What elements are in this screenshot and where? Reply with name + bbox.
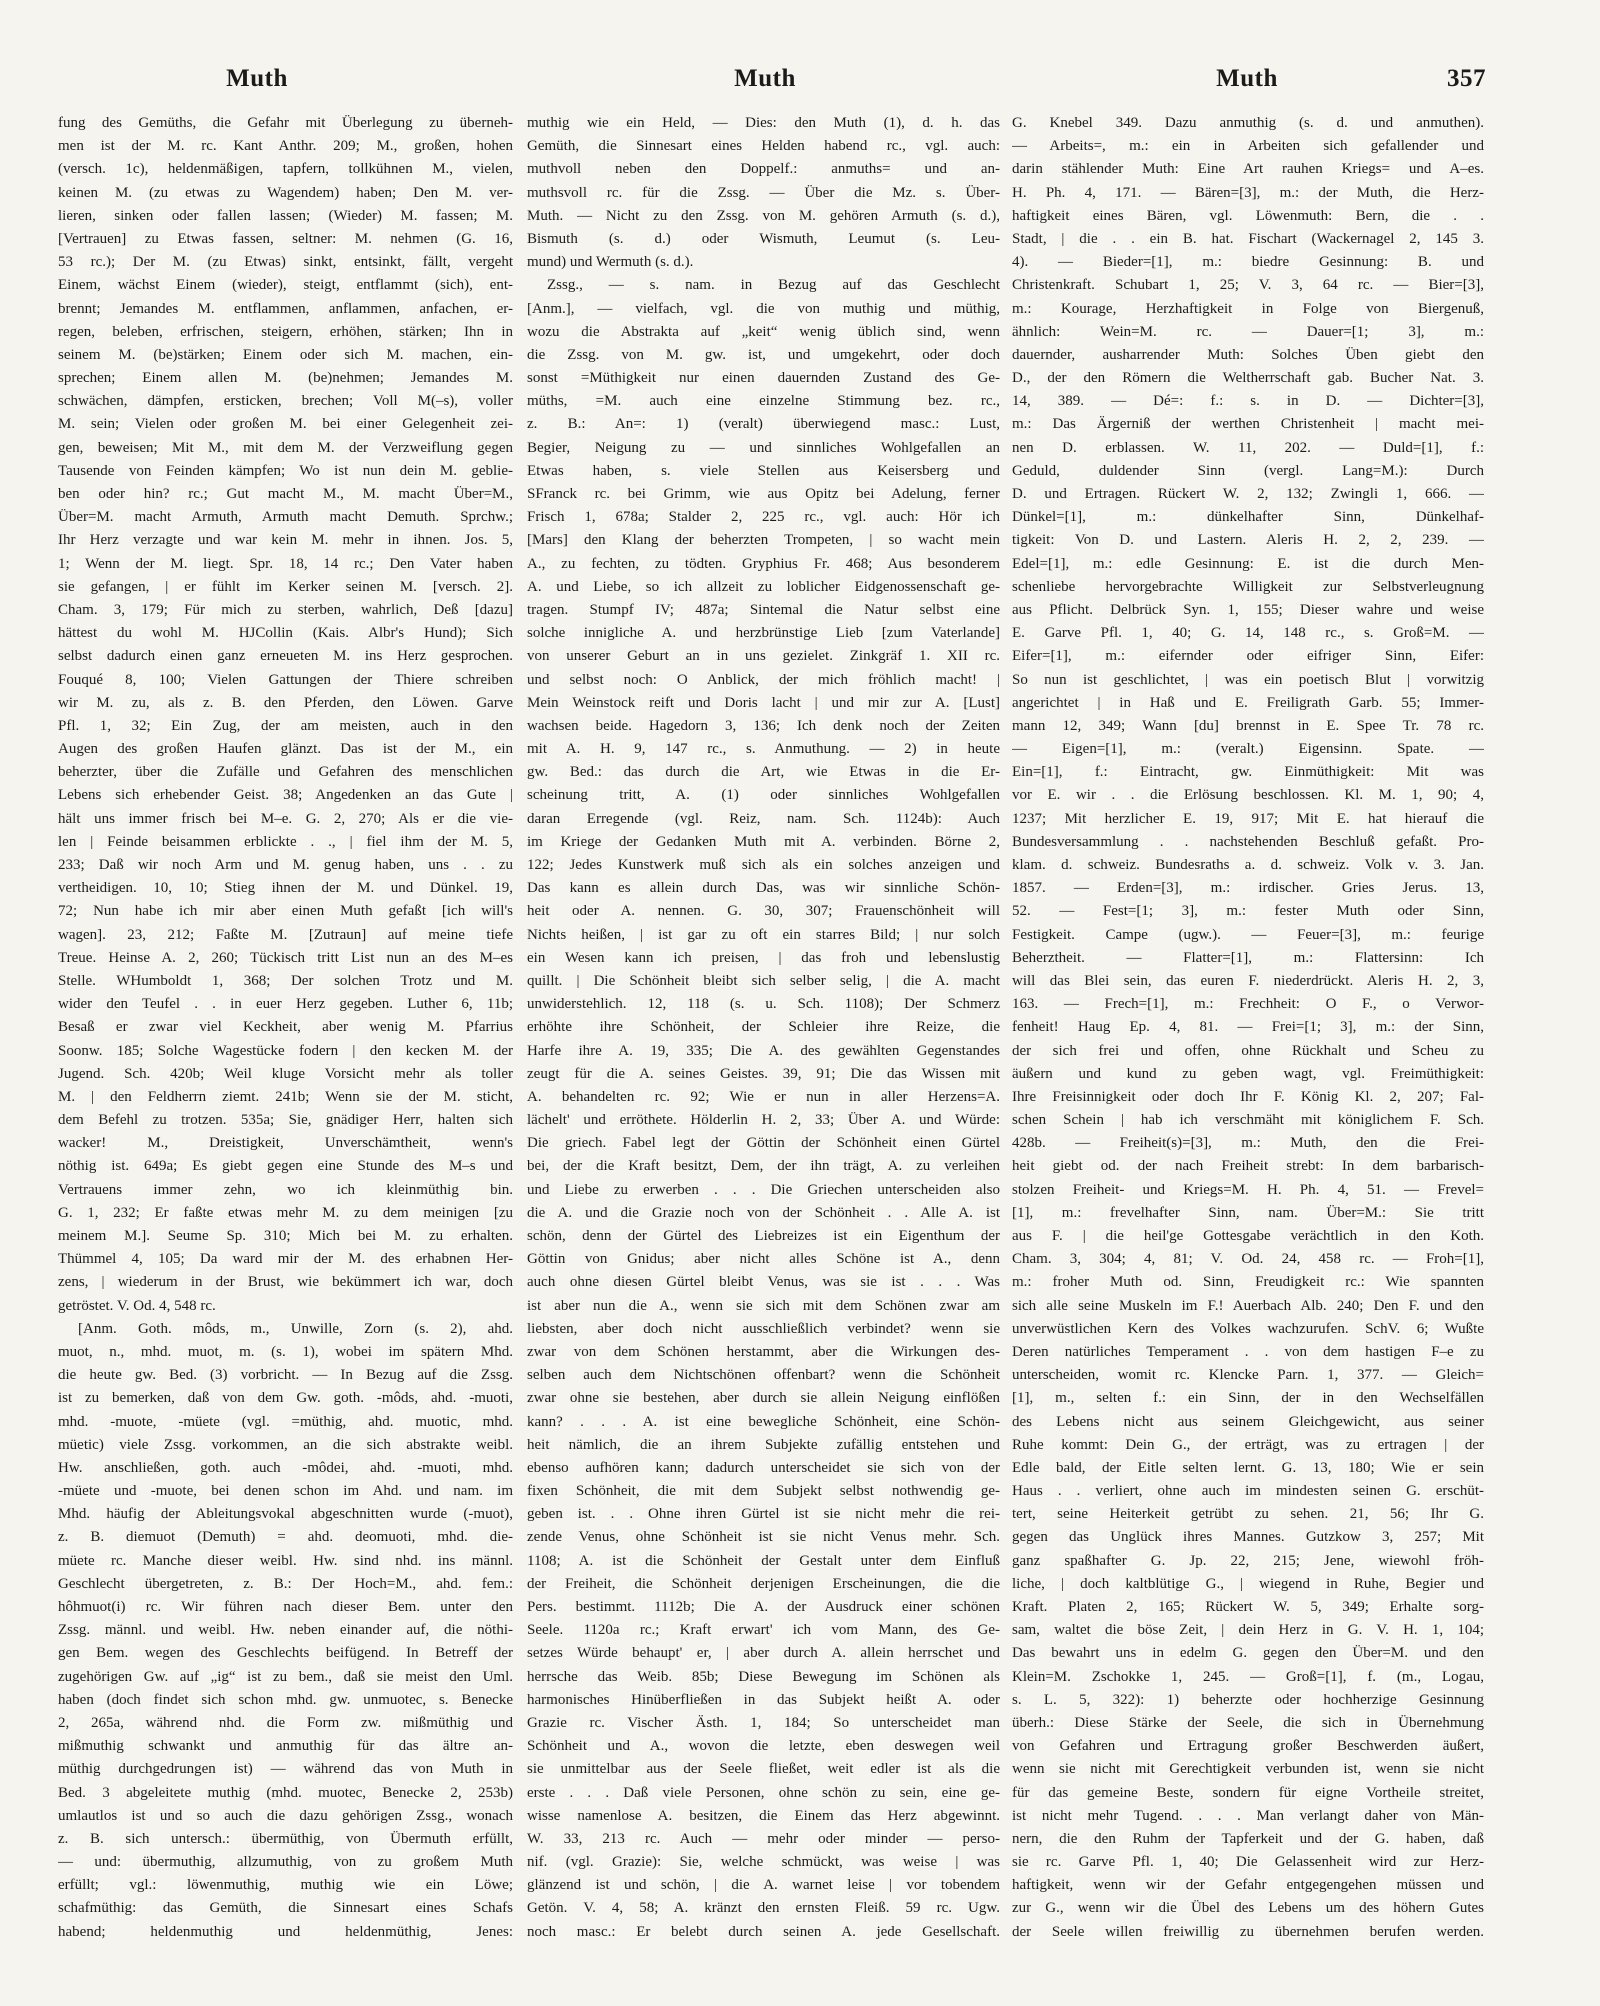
text-line: Jugend. Sch. 420b; Weil kluge Vorsicht mehr als toller	[58, 1065, 513, 1082]
text-line: Bismuth (s. d.) oder Wismuth, Leumut (s. Leu-	[527, 230, 1000, 247]
text-line: dauernder, ausharrender Muth: Solches Üben giebt den	[1012, 346, 1484, 363]
text-line: Einem, wächst Einem (wieder), steigt, entflammt (sich), ent-	[58, 277, 513, 294]
text-line: brennt; Jemandes M. entflammen, anflammen, anfachen, er-	[58, 300, 513, 317]
text-line: ein Wesen kann ich preisen, | das froh und lebenslustig	[527, 949, 1000, 966]
text-line: darin stählender Muth: Eine Art rauhen Kriegs= und A–es.	[1012, 161, 1484, 178]
text-line: Mein Weinstock reift und Doris lacht | und mir zur A. [Lust]	[527, 694, 1000, 711]
text-line: müths, =M. auch eine einzelne Stimmung bez. rc.,	[527, 393, 1000, 410]
text-line: — und: übermuthig, allzumuthig, von zu großem Muth	[58, 1854, 513, 1871]
text-line: von unserer Geburt an in uns gezielet. Zinkgräf 1. XII rc.	[527, 648, 1000, 665]
text-line: nöthig ist. 649a; Es giebt gegen eine Stunde des M–s und	[58, 1158, 513, 1175]
text-line: mißmuthig schwankt und anmuthig für das ältre an-	[58, 1738, 513, 1755]
text-line: 1857. — Erden=[3], m.: irdischer. Gries Jerus. 13,	[1012, 880, 1484, 897]
text-line: müetic) viele Zssg. vorkommen, an die sich abstrakte weibl.	[58, 1436, 513, 1453]
text-line: vertheidigen. 10, 10; Stieg ihnen der M. und Dünkel. 19,	[58, 880, 513, 897]
text-line: zwar ohne sie bestehen, aber durch sie allein Neigung einflößen	[527, 1390, 1000, 1407]
text-line: Fouqué 8, 100; Vielen Gattungen der Thiere schreiben	[58, 671, 513, 688]
text-line: mhd. -muote, -müete (vgl. =müthig, ahd. muotic, mhd.	[58, 1413, 513, 1430]
text-line: nern, die den Ruhm der Tapferkeit und der G. haben, daß	[1012, 1830, 1484, 1847]
text-line: [Anm.], — vielfach, vgl. die von muthig und müthig,	[527, 300, 1000, 317]
text-line: beherzter, über die Zufälle und Gefahren des menschlichen	[58, 764, 513, 781]
text-line: G. 1, 232; Er faßte etwas mehr M. zu dem meinigen [zu	[58, 1204, 513, 1221]
text-line: 1; Wenn der M. liegt. Spr. 18, 14 rc.; Den Vater haben	[58, 555, 513, 572]
text-line: kann? . . . A. ist eine bewegliche Schönheit, eine Schön-	[527, 1413, 1000, 1430]
text-line: Edel=[1], m.: edle Gesinnung: E. ist die durch Men-	[1012, 555, 1484, 572]
text-line: Gemüth, die Sinnesart eines Helden habend rc., vgl. auch:	[527, 138, 1000, 155]
text-line: Geschlecht übergetreten, z. B.: Der Hoch=M., ahd. fem.:	[58, 1575, 513, 1592]
text-line: harmonisches Hinüberfließen in das Subjekt heißt A. oder	[527, 1691, 1000, 1708]
text-line: schön, denn der Gürtel des Liebreizes ist ein Eigenthum der	[527, 1228, 1000, 1244]
text-line: Klein=M. Zschokke 1, 245. — Groß=[1], f. (m., Logau,	[1012, 1668, 1484, 1685]
text-line: lächelt' und erröthete. Hölderlin H. 2, 33; Über A. und Würde:	[527, 1112, 1000, 1129]
text-line: haben (doch findet sich schon mhd. gw. unmuotec, s. Benecke	[58, 1691, 513, 1708]
text-line: Stelle. WHumboldt 1, 368; Der solchen Trotz und M.	[58, 972, 513, 989]
text-line: wachsen beide. Hagedorn 3, 136; Ich denk noch der Zeiten	[527, 717, 1000, 734]
text-line: -müete und -muote, bei denen schon im Ahd. und nam. im	[58, 1483, 513, 1500]
text-line: heit giebt od. der nach Freiheit strebt: In dem barbarisch-	[1012, 1158, 1484, 1175]
text-line: regen, beleben, erfrischen, steigern, erhöhen, stärken; Ihn in	[58, 323, 513, 340]
text-line: sprechen; Einem allen M. (be)nehmen; Jemandes M.	[58, 370, 513, 387]
text-line: ähnlich: Wein=M. rc. — Dauer=[1; 3], m.:	[1012, 323, 1484, 340]
text-line: der Freiheit, die Schönheit derjenigen Erscheinungen, die die	[527, 1575, 1000, 1592]
text-line: W. 33, 213 rc. Auch — mehr oder minder — perso-	[527, 1830, 1000, 1847]
text-line: m.: froher Muth od. Sinn, Freudigkeit rc.: Wie spannten	[1012, 1274, 1484, 1291]
text-line: 4). — Bieder=[1], m.: biedre Gesinnung: B. und	[1012, 254, 1484, 271]
text-line: unverwüstlichen Kern des Volkes wachzurufen. SchV. 6; Wußte	[1012, 1320, 1484, 1337]
text-line: keinen M. (zu etwas zu Wagendem) haben; Den M. ver-	[58, 184, 513, 201]
text-line: Über=M. macht Armuth, Armuth macht Demuth. Sprchw.;	[58, 509, 513, 526]
text-line: Lebens sich erhebender Geist. 38; Angedenken an das Gute |	[58, 787, 513, 804]
text-line: hättest du wohl M. HJCollin (Kais. Albr's Hund); Sich	[58, 625, 513, 642]
text-line: Kraft. Platen 2, 165; Rückert W. 5, 349; Erhalte sorg-	[1012, 1599, 1484, 1615]
text-line: gw. Bed.: das durch die Art, wie Etwas in die Er-	[527, 764, 1000, 781]
text-line: noch masc.: Er belebt durch seinen A. jede Gesellschaft.	[527, 1923, 1000, 1940]
text-line: schafmüthig: das Gemüth, die Sinnesart eines Schafs	[58, 1900, 513, 1917]
text-line: Nichts heißen, | ist gar zu oft ein starres Bild; | nur solch	[527, 926, 1000, 943]
text-line: Bundesversammlung . . nachstehenden Beschluß gefaßt. Pro-	[1012, 833, 1484, 850]
text-line: fung des Gemüths, die Gefahr mit Überlegung zu überneh-	[58, 115, 513, 131]
text-line: 53 rc.); Der M. (zu Etwas) sinkt, entsinkt, fällt, vergeht	[58, 254, 513, 271]
text-line: A. und Liebe, so ich allzeit zu loblicher Eidgenossenschaft ge-	[527, 578, 1000, 595]
text-line: gen Bem. wegen des Geschlechts beifügend. In Betreff der	[58, 1645, 513, 1662]
text-line: Geduld, duldender Sinn (vergl. Lang=M.): Durch	[1012, 462, 1484, 479]
text-line: — Eigen=[1], m.: (veralt.) Eigensinn. Spate. —	[1012, 741, 1484, 758]
text-line: Getön. V. 4, 58; A. kränzt den ernsten Fleiß. 59 rc. Ugw.	[527, 1900, 1000, 1917]
text-line: erste . . . Daß viele Personen, ohne schön zu sein, eine ge-	[527, 1784, 1000, 1801]
text-line: wir M. zu, als z. B. den Pferden, den Löwen. Garve	[58, 694, 513, 711]
text-line: Cham. 3, 179; Für mich zu sterben, wahrlich, Deß [dazu]	[58, 601, 513, 618]
text-line: Soonw. 185; Solche Wagestücke fodern | den kecken M. der	[58, 1042, 513, 1059]
text-line: auch ohne diesen Gürtel bleibt Venus, was sie ist . . . Was	[527, 1274, 1000, 1291]
running-head-center: Muth	[734, 65, 796, 92]
text-line: gen, beweisen; Mit M., mit dem M. der Verzweiflung gegen	[58, 439, 513, 456]
text-line: [1], m.: frevelhafter Sinn, nam. Über=M.: Sie tritt	[1012, 1204, 1484, 1221]
text-line: glänzend ist und schön, | die A. warnet leise | vor tobendem	[527, 1877, 1000, 1894]
text-line: men ist der M. rc. Kant Anthr. 209; M., großen, hohen	[58, 138, 513, 155]
text-line: Dünkel=[1], m.: dünkelhafter Sinn, Dünkelhaf-	[1012, 509, 1484, 526]
text-line: heit nämlich, die an ihrem Subjekte zufällig entstehen und	[527, 1436, 1000, 1453]
text-line: vor E. wir . . die Erlösung beschlossen. Kl. M. 1, 90; 4,	[1012, 787, 1484, 804]
text-line: haftigkeit, wenn wir der Gefahr entgegengehen müssen und	[1012, 1877, 1484, 1894]
text-line: Edle bald, der Eitle selten lernt. G. 13, 180; Wie er sein	[1012, 1459, 1484, 1476]
text-line: M. sein; Vielen oder großen M. bei einer Gelegenheit zei-	[58, 416, 513, 433]
running-head-right: Muth	[1216, 65, 1278, 92]
text-line: die Zssg. von M. gw. ist, und umgekehrt, oder doch	[527, 346, 1000, 363]
text-line: überh.: Diese Stärke der Seele, die sich in Übernehmung	[1012, 1714, 1484, 1731]
text-line: fenheit! Haug Ep. 4, 81. — Frei=[1; 3], m.: der Sinn,	[1012, 1019, 1484, 1036]
text-line: stolzen Freiheit- und Kriegs=M. H. Ph. 4, 51. — Frevel=	[1012, 1181, 1484, 1198]
text-line: Hw. anschließen, goth. auch -môdei, ahd. -muoti, mhd.	[58, 1459, 513, 1476]
text-line: der Seele willen freiwillig zu übernehmen berufen werden.	[1012, 1923, 1484, 1940]
text-line: muthsvoll rc. für die Zssg. — Über die Mz. s. Über-	[527, 184, 1000, 201]
text-line: wenn sie nicht mit Gerechtigkeit verbunden ist, wenn sie nicht	[1012, 1761, 1484, 1778]
text-line: [Vertrauen] zu Etwas fassen, seltner: M. nehmen (G. 16,	[58, 230, 513, 247]
text-line: Tausende von Feinden kämpfen; Wo ist nun dein M. geblie-	[58, 462, 513, 479]
text-line: getröstet. V. Od. 4, 548 rc.	[58, 1297, 216, 1314]
text-line: Zssg., — s. nam. in Bezug auf das Geschlecht	[547, 277, 1000, 294]
text-line: Thümmel 4, 105; Da ward mir der M. des erhabnen Her-	[58, 1251, 513, 1268]
text-line: sam, waltet die böse Zeit, | dein Herz in G. V. H. 1, 104;	[1012, 1622, 1484, 1639]
text-line: ist zu bemerken, daß von dem Gw. goth. -môds, ahd. -muoti,	[58, 1390, 513, 1407]
text-line: ist aber nun die A., wenn sie sich mit dem Schönen zwar am	[527, 1297, 1000, 1314]
text-line: Vertrauens immer zehn, wo ich kleinmüthig bin.	[58, 1181, 513, 1198]
text-line: Ein=[1], f.: Eintracht, gw. Einmüthigkeit: Mit was	[1012, 764, 1484, 781]
text-line: erhöhte ihre Schönheit, der Schleier ihre Reize, die	[527, 1019, 1000, 1036]
text-line: umlautlos ist und so auch die dazu gehörigen Zssg., wonach	[58, 1807, 513, 1824]
text-line: Bed. 3 abgeleitete muthig (mhd. muotec, Benecke 2, 253b)	[58, 1784, 513, 1801]
text-line: Schönheit und A., wovon die letzte, eben deswegen weil	[527, 1738, 1000, 1755]
text-line: E. Garve Pfl. 1, 40; G. 14, 148 rc., s. Groß=M. —	[1012, 625, 1484, 642]
text-line: So nun ist geschlichtet, | was ein poetisch Blut | vorwitzig	[1012, 671, 1484, 688]
text-line: äußern und kund zu geben wagt, vgl. Freimüthigkeit:	[1012, 1065, 1484, 1082]
text-line: aus F. | die heil'ge Gottesgabe verächtlich in den Koth.	[1012, 1228, 1484, 1244]
text-line: SFranck rc. bei Grimm, wie aus Opitz bei Adelung, ferner	[527, 486, 1000, 502]
text-line: ist nicht mehr Tugend. . . . Man verlangt daher von Män-	[1012, 1807, 1484, 1824]
text-line: zur G., wenn wir die Übel des Lebens um des höhern Gutes	[1012, 1900, 1484, 1917]
text-line: 52. — Fest=[1; 3], m.: fester Muth oder Sinn,	[1012, 903, 1484, 920]
text-line: Augen des großen Haufen glänzt. Das ist der M., ein	[58, 741, 513, 758]
text-line: Besaß er zwar viel Keckheit, aber wenig M. Pfarrius	[58, 1019, 513, 1036]
text-line: die heute gw. Bed. (3) vorbricht. — In Bezug auf die Zssg.	[58, 1367, 513, 1384]
text-line: 163. — Frech=[1], m.: Frechheit: O F., o Verwor-	[1012, 996, 1484, 1013]
text-line: die A. und die Grazie noch von der Schönheit . . Alle A. ist	[527, 1204, 1000, 1221]
text-line: und Liebe zu erwerben . . . Die Griechen unterscheiden also	[527, 1181, 1000, 1198]
text-line: Haus . . verliert, ohne auch im mindesten seinen G. erschüt-	[1012, 1483, 1484, 1500]
text-line: Seele. 1120a rc.; Kraft erwart' ich vom Mann, des Ge-	[527, 1622, 1000, 1639]
text-line: Ihre Freisinnigkeit oder doch Ihr F. König Kl. 2, 207; Fal-	[1012, 1088, 1484, 1105]
text-line: Das kann es allein durch Das, was wir sinnliche Schön-	[527, 880, 1000, 897]
text-line: der sich frei und offen, ohne Rückhalt und Scheu zu	[1012, 1042, 1484, 1059]
text-line: liebsten, aber doch nicht ausschließlich verbindet? wenn sie	[527, 1320, 1000, 1337]
text-line: z. B. diemuot (Demuth) = ahd. deomuoti, mhd. die-	[58, 1529, 513, 1546]
text-line: wozu die Abstrakta auf „keit“ wenig üblich sind, wenn	[527, 323, 1000, 340]
text-line: zwar von dem Schönen herstammt, aber die Wirkungen des-	[527, 1343, 1000, 1360]
text-line: nif. (vgl. Grazie): Sie, welche schmückt, was weise | was	[527, 1854, 1000, 1871]
text-line: fixen Schönheit, die mit dem Subjekt selbst nothwendig ge-	[527, 1483, 1000, 1500]
text-line: 233; Daß wir noch Arm und M. genug haben, uns . . zu	[58, 857, 513, 873]
text-line: wider den Teufel . . in euer Herz gegeben. Luther 6, 11b;	[58, 996, 513, 1013]
text-line: s. L. 5, 322): 1) beherzte oder hochherzige Gesinnung	[1012, 1691, 1484, 1708]
text-line: [Mars] den Klang der beherzten Trompeten, | so wacht mein	[527, 532, 1000, 549]
text-line: schwächen, dämpfen, ersticken, brechen; Voll M(–s), voller	[58, 393, 513, 410]
text-line: selben auch dem Nichtschönen offenbart? wenn die Schönheit	[527, 1367, 1000, 1384]
text-line: klam. d. schweiz. Bundesraths a. d. schweiz. Volk v. 3. Jan.	[1012, 857, 1484, 873]
text-line: erfüllt; vgl.: löwenmuthig, muthig wie ein Löwe;	[58, 1877, 513, 1894]
text-line: Deren natürliches Temperament . . von dem hastigen F–e zu	[1012, 1343, 1484, 1360]
column-left	[58, 112, 513, 1944]
text-line: für das gemeine Beste, sondern für eigne Vortheile streitet,	[1012, 1784, 1484, 1801]
text-line: 122; Jedes Kunstwerk muß sich als ein solches anzeigen und	[527, 857, 1000, 873]
text-line: Frisch 1, 678a; Stalder 2, 225 rc., vgl. auch: Hör ich	[527, 509, 1000, 526]
text-line: Muth. — Nicht zu den Zssg. von M. gehören Armuth (s. d.),	[527, 207, 1000, 224]
text-line: 14, 389. — Dé=: f.: s. in D. — Dichter=[3],	[1012, 393, 1484, 410]
text-line: Grazie rc. Vischer Ästh. 1, 184; So unterscheidet man	[527, 1714, 1000, 1731]
text-line: sie gefangen, | er fühlt im Kerker seinen M. [versch. 2].	[58, 578, 513, 595]
column-middle	[527, 112, 1000, 1944]
text-line: des Lebens nicht aus seinem Gleichgewicht, aus seiner	[1012, 1413, 1484, 1430]
text-line: Pfl. 1, 32; Ein Zug, der am meisten, auch in den	[58, 717, 513, 734]
text-line: bei, der die Kraft besitzt, Dem, der ihn trägt, A. zu verleihen	[527, 1158, 1000, 1175]
text-line: mund) und Wermuth (s. d.).	[527, 254, 694, 271]
text-line: Etwas haben, s. viele Stellen aus Keisersberg und	[527, 462, 1000, 479]
column-right	[1012, 112, 1484, 1944]
text-line: 2, 265a, während nhd. die Form zw. mißmüthig und	[58, 1714, 513, 1731]
text-line: müthig durchgedrungen ist) — während das von Muth in	[58, 1761, 513, 1778]
text-line: liche, | doch kaltblütige G., | wiegend in Ruhe, Begier und	[1012, 1575, 1484, 1592]
text-line: Ihr Herz verzagte und war kein M. mehr in ihnen. Jos. 5,	[58, 532, 513, 549]
text-line: scheinung tritt, A. (1) oder sinnliches Wohlgefallen	[527, 787, 1000, 804]
text-line: müete rc. Manche dieser weibl. Hw. sind nhd. ins männl.	[58, 1552, 513, 1569]
text-line: lieren, sinken oder fallen lassen; (Wieder) M. fassen; M.	[58, 207, 513, 224]
text-line: Beherztheit. — Flatter=[1], m.: Flattersinn: Ich	[1012, 949, 1484, 966]
text-line: sie unmittelbar aus der Seele fließet, weit edler ist als die	[527, 1761, 1000, 1778]
text-line: muot, n., mhd. muot, m. (s. 1), wobei im spätern Mhd.	[58, 1343, 513, 1360]
text-line: Harfe ihre A. 19, 335; Die A. des gewählten Gegenstandes	[527, 1042, 1000, 1059]
text-line: tigkeit: Von D. und Lastern. Aleris H. 2, 2, 239. —	[1012, 532, 1484, 549]
text-line: Festigkeit. Campe (ugw.). — Feuer=[3], m.: feurige	[1012, 926, 1484, 943]
text-line: Das bewahrt uns in edelm G. gegen den Über=M. und den	[1012, 1645, 1484, 1662]
text-line: aus Pflicht. Delbrück Syn. 1, 155; Dieser wahre und weise	[1012, 601, 1484, 618]
text-line: solche innigliche A. und herzbrünstige Lieb [zum Vaterlande]	[527, 625, 1000, 642]
text-line: mit A. H. 9, 147 rc., s. Anmuthung. — 2) in heute	[527, 741, 1000, 758]
text-line: Stadt, | die . . ein B. hat. Fischart (Wackernagel 2, 145 3.	[1012, 230, 1484, 247]
text-line: D., der den Römern die Weltherrschaft gab. Bucher Nat. 3.	[1012, 370, 1484, 387]
text-line: unterscheiden, womit rc. Klencke Parn. 1, 377. — Gleich=	[1012, 1367, 1484, 1384]
text-line: geben ist. . . Ohne ihren Gürtel ist sie nicht mehr die rei-	[527, 1506, 1000, 1523]
text-line: [1], m., selten f.: ein Sinn, der in den Wechselfällen	[1012, 1390, 1484, 1407]
text-line: A., zu fechten, zu tödten. Gryphius Fr. 468; Aus besonderem	[527, 555, 1000, 572]
text-line: Pers. bestimmt. 1112b; Die A. der Ausdruck einer schönen	[527, 1599, 1000, 1615]
text-line: Die griech. Fabel legt der Göttin der Schönheit einen Gürtel	[527, 1135, 1000, 1152]
text-line: ganz spaßhafter G. Jp. 22, 215; Jene, wiewohl fröh-	[1012, 1552, 1484, 1569]
text-line: sie rc. Garve Pfl. 1, 40; Die Gelassenheit wird zur Herz-	[1012, 1854, 1484, 1871]
text-line: M. | den Feldherrn ziemt. 241b; Wenn sie der M. sticht,	[58, 1088, 513, 1105]
text-line: und selbst noch: O Anblick, der mich fröhlich macht! |	[527, 671, 1000, 688]
text-line: wacker! M., Dreistigkeit, Unverschämtheit, wenn's	[58, 1135, 513, 1152]
text-line: mann 12, 349; Wann [du] brennst in E. Spee Tr. 78 rc.	[1012, 717, 1484, 734]
text-line: heit oder A. nennen. G. 30, 307; Frauenschönheit will	[527, 903, 1000, 920]
text-line: habend; heldenmuthig und heldenmüthig, Jenes:	[58, 1923, 513, 1940]
text-line: [Anm. Goth. môds, m., Unwille, Zorn (s. 2), ahd.	[78, 1320, 513, 1337]
text-line: setzes Würde behaupt' er, | aber durch A. allein herrschet und	[527, 1645, 1000, 1662]
text-line: tragen. Stumpf IV; 487a; Sintemal die Natur selbst eine	[527, 601, 1000, 618]
text-line: muthig wie ein Held, — Dies: den Muth (1), d. h. das	[527, 115, 1000, 131]
text-line: 428b. — Freiheit(s)=[3], m.: Muth, den die Frei-	[1012, 1135, 1484, 1152]
text-line: herrsche das Weib. 85b; Diese Bewegung im Schönen als	[527, 1668, 1000, 1685]
text-line: tert, seine Heiterkeit getrübt zu sehen. 21, 56; Ihr G.	[1012, 1506, 1484, 1523]
text-line: — Arbeits=, m.: ein in Arbeiten sich gefallender und	[1012, 138, 1484, 155]
text-line: quillt. | Die Schönheit bleibt sich selber selig, | die A. macht	[527, 972, 1000, 989]
text-line: selbst dadurch einen ganz erneueten M. ins Herz gesprochen.	[58, 648, 513, 665]
text-line: z. B.: An=: 1) (veralt) überwiegend masc.: Lust,	[527, 416, 1000, 433]
text-line: m.: Das Ärgerniß der werthen Christenheit | macht mei-	[1012, 416, 1484, 433]
text-line: angerichtet | in Haß und E. Freiligrath Garb. 55; Immer-	[1012, 694, 1484, 711]
text-line: unwiderstehlich. 12, 118 (s. u. Sch. 1108); Der Schmerz	[527, 996, 1000, 1013]
text-line: sich alle seine Muskeln im F.! Auerbach Alb. 240; Den F. und den	[1012, 1297, 1484, 1314]
text-line: Cham. 3, 304; 4, 81; V. Od. 24, 458 rc. — Froh=[1],	[1012, 1251, 1484, 1268]
text-line: schen Schein | hab ich verschmäht mit königlichem F. Sch.	[1012, 1112, 1484, 1129]
text-line: 1108; A. ist die Schönheit der Gestalt unter dem Einfluß	[527, 1552, 1000, 1569]
text-line: muthvoll neben den Doppelf.: anmuths= und an-	[527, 161, 1000, 178]
text-line: schenliebe hervorgebrachte Willigkeit zur Selbstverleugnung	[1012, 578, 1484, 595]
page-number: 357	[1447, 65, 1486, 92]
text-line: len | Feinde beisammen erblickte . ., | fiel ihm der M. 5,	[58, 833, 513, 850]
text-line: Christenkraft. Schubart 1, 25; V. 3, 64 rc. — Bier=[3],	[1012, 277, 1484, 294]
text-line: ben oder hin? rc.; Gut macht M., M. macht Über=M.,	[58, 486, 513, 502]
text-line: 72; Nun habe ich mir aber einen Muth gefaßt [ich will's	[58, 903, 513, 920]
text-line: (versch. 1c), heldenmäßigen, tapfern, tollkühnen M., vielen,	[58, 161, 513, 178]
text-line: wagen]. 23, 212; Faßte M. [Zutraun] auf meine tiefe	[58, 926, 513, 943]
text-line: m.: Kourage, Herzhaftigkeit in Folge von Biergenuß,	[1012, 300, 1484, 317]
text-line: will das Blei sein, das euren F. niederdrückt. Aleris H. 2, 3,	[1012, 972, 1484, 989]
text-line: zende Venus, ohne Schönheit ist sie nicht Venus mehr. Sch.	[527, 1529, 1000, 1546]
text-line: z. B. sich untersch.: übermüthig, von Übermuth erfüllt,	[58, 1830, 513, 1847]
text-line: sonst =Müthigkeit nur einen dauernden Zustand des Ge-	[527, 370, 1000, 387]
text-line: hôhmuot(i) rc. Wir führen nach dieser Bem. unter den	[58, 1599, 513, 1615]
text-line: haftigkeit eines Bären, vgl. Löwenmuth: Bern, die . .	[1012, 207, 1484, 224]
running-head-left: Muth	[226, 65, 288, 92]
text-line: zugehörigen Gw. auf „ig“ ist zu bem., daß sie meist den Uml.	[58, 1668, 513, 1685]
text-line: gegen das Unglück ihres Mannes. Gutzkow 3, 257; Mit	[1012, 1529, 1484, 1546]
text-line: dem Befehl zu trotzen. 535a; Sie, gnädiger Herr, halten sich	[58, 1112, 513, 1129]
text-line: zens, | wiederum in der Brust, wie bekümmert ich war, doch	[58, 1274, 513, 1291]
text-line: seinem M. (be)stärken; Einem oder sich M. machen, ein-	[58, 346, 513, 363]
text-line: 1237; Mit herzlicher E. 19, 917; Mit E. hat hierauf die	[1012, 810, 1484, 827]
text-line: Zssg. männl. und weibl. Hw. neben einander auf, die nöthi-	[58, 1622, 513, 1639]
text-line: daran Erregende (vgl. Reiz, nam. Sch. 1124b): Auch	[527, 810, 1000, 827]
text-line: Ruhe kommt: Dein G., der erträgt, was zu ertragen | der	[1012, 1436, 1484, 1453]
text-line: wisse namenlose A. besitzen, die Einem das Herz abgewinnt.	[527, 1807, 1000, 1824]
text-line: Begier, Neigung zu — und sinnliches Wohlgefallen an	[527, 439, 1000, 456]
text-line: zeugt für die A. seines Geistes. 39, 91; Die das Wissen mit	[527, 1065, 1000, 1082]
text-line: von Gefahren und Ertragung großer Beschwerden äußert,	[1012, 1738, 1484, 1755]
text-line: meinem M.]. Seume Sp. 310; Mich bei M. zu erhalten.	[58, 1228, 513, 1244]
text-line: A. behandelten rc. 92; Wie er nun in aller Herzens=A.	[527, 1088, 1000, 1105]
text-line: hält uns immer frisch bei M–e. G. 2, 270; Als er die vie-	[58, 810, 513, 827]
text-line: ebenso aufhören kann; dadurch unterscheidet sie sich von der	[527, 1459, 1000, 1476]
text-line: Göttin von Gnidus; aber nicht alles Schöne ist A., denn	[527, 1251, 1000, 1268]
text-line: Treue. Heinse A. 2, 260; Tückisch tritt List nun an des M–es	[58, 949, 513, 966]
text-line: Eifer=[1], m.: eifernder oder eifriger Sinn, Eifer:	[1012, 648, 1484, 665]
text-line: D. und Ertragen. Rückert W. 2, 132; Zwingli 1, 666. —	[1012, 486, 1484, 502]
text-line: G. Knebel 349. Dazu anmuthig (s. d. und anmuthen).	[1012, 115, 1484, 131]
text-line: nen D. erblassen. W. 11, 202. — Duld=[1], f.:	[1012, 439, 1484, 456]
text-line: im Kriege der Gedanken Muth mit A. verbinden. Börne 2,	[527, 833, 1000, 850]
text-line: Mhd. häufig der Ableitungsvokal abgeschnitten wurde (-muot),	[58, 1506, 513, 1523]
text-line: H. Ph. 4, 171. — Bären=[3], m.: der Muth, die Herz-	[1012, 184, 1484, 201]
